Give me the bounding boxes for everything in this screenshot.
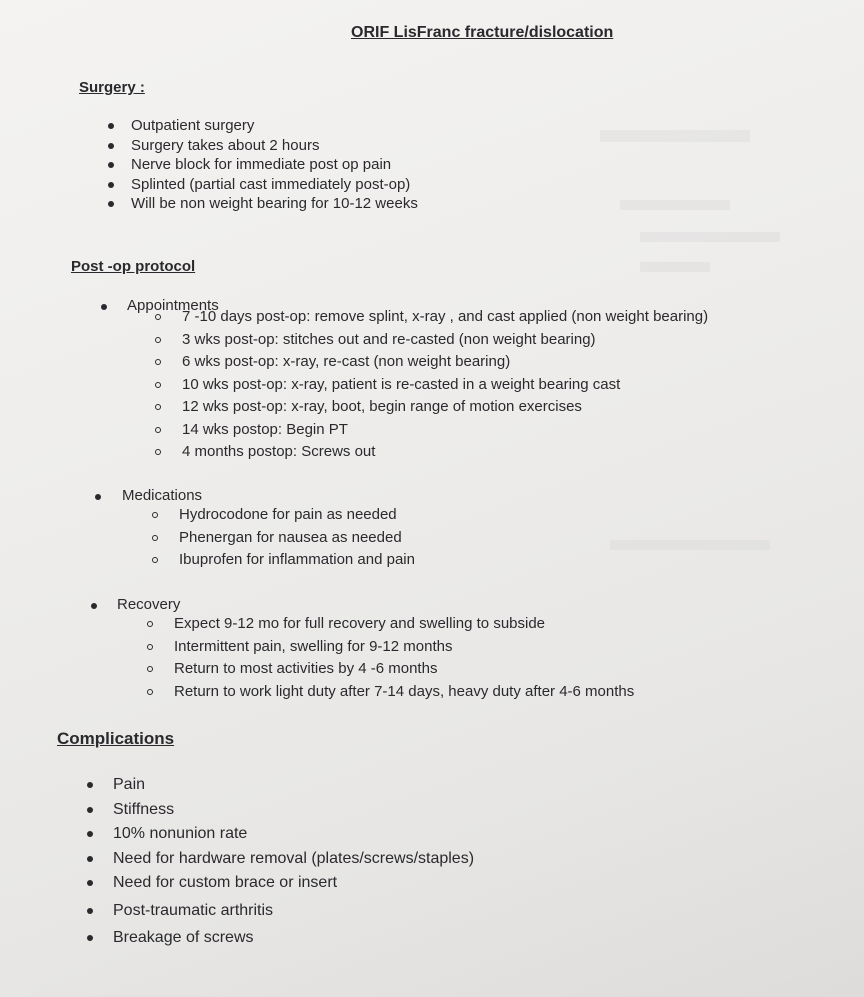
recovery-list <box>174 613 634 703</box>
bullet-icon <box>108 143 114 149</box>
bullet-icon <box>87 831 93 837</box>
bullet-icon <box>87 880 93 886</box>
list-item: Outpatient surgery <box>131 116 418 136</box>
medications-list <box>179 504 415 572</box>
list-item: Expect 9-12 mo for full recovery and swelling to subside <box>174 613 634 636</box>
bullet-icon <box>108 182 114 188</box>
circle-bullet-icon <box>152 535 158 541</box>
list-item: Nerve block for immediate post op pain <box>131 155 418 175</box>
bullet-icon <box>108 201 114 207</box>
appointments-list <box>182 306 708 464</box>
list-item: Stiffness <box>113 798 474 823</box>
circle-bullet-icon <box>155 382 161 388</box>
bullet-icon <box>91 603 97 609</box>
list-item: Need for custom brace or insert <box>113 871 474 896</box>
list-item: Phenergan for nausea as needed <box>179 527 415 550</box>
circle-bullet-icon <box>147 666 153 672</box>
bleed-through-mark <box>620 200 730 210</box>
appointments-label: Appointments <box>127 297 219 314</box>
list-item: 4 months postop: Screws out <box>182 441 708 464</box>
list-item: 6 wks post-op: x-ray, re-cast (non weight bearing) <box>182 351 708 374</box>
complications-list <box>113 773 474 951</box>
bullet-icon <box>95 494 101 500</box>
bullet-icon <box>108 123 114 129</box>
bullet-icon <box>87 782 93 788</box>
list-item: 7 -10 days post-op: remove splint, x-ray , and cast applied (non weight bearing) <box>182 306 708 329</box>
list-item: Pain <box>113 773 474 798</box>
complications-heading: Complications <box>57 729 175 748</box>
bleed-through-mark <box>640 262 710 272</box>
circle-bullet-icon <box>155 337 161 343</box>
page-title: ORIF LisFranc fracture/dislocation <box>351 24 614 41</box>
list-item: Ibuprofen for inflammation and pain <box>179 549 415 572</box>
circle-bullet-icon <box>155 359 161 365</box>
circle-bullet-icon <box>147 689 153 695</box>
list-item: 10% nonunion rate <box>113 822 474 847</box>
list-item: Return to work light duty after 7-14 days, heavy duty after 4-6 months <box>174 681 634 704</box>
circle-bullet-icon <box>147 644 153 650</box>
circle-bullet-icon <box>152 557 158 563</box>
list-item: Surgery takes about 2 hours <box>131 136 418 156</box>
list-item: 14 wks postop: Begin PT <box>182 419 708 442</box>
circle-bullet-icon <box>155 427 161 433</box>
post-op-heading: Post -op protocol <box>71 258 196 275</box>
bullet-icon <box>87 807 93 813</box>
list-item: 10 wks post-op: x-ray, patient is re-casted in a weight bearing cast <box>182 374 708 397</box>
surgery-heading: Surgery : <box>79 79 145 96</box>
bleed-through-mark <box>640 232 780 242</box>
circle-bullet-icon <box>147 621 153 627</box>
bullet-icon <box>87 856 93 862</box>
surgery-list <box>131 116 418 214</box>
bleed-through-mark <box>610 540 770 550</box>
medications-label: Medications <box>122 487 203 504</box>
list-item: Breakage of screws <box>113 926 474 951</box>
circle-bullet-icon <box>155 449 161 455</box>
list-item: Splinted (partial cast immediately post-op) <box>131 175 418 195</box>
bleed-through-mark <box>600 130 750 142</box>
circle-bullet-icon <box>155 314 161 320</box>
list-item: 3 wks post-op: stitches out and re-casted (non weight bearing) <box>182 329 708 352</box>
bullet-icon <box>87 935 93 941</box>
list-item: Hydrocodone for pain as needed <box>179 504 415 527</box>
list-item: Post-traumatic arthritis <box>113 899 474 924</box>
list-item: Need for hardware removal (plates/screws/staples) <box>113 847 474 872</box>
recovery-label: Recovery <box>117 596 181 613</box>
circle-bullet-icon <box>155 404 161 410</box>
list-item: Will be non weight bearing for 10-12 weeks <box>131 194 418 214</box>
bullet-icon <box>101 304 107 310</box>
list-item: Return to most activities by 4 -6 months <box>174 658 634 681</box>
list-item: Intermittent pain, swelling for 9-12 months <box>174 636 634 659</box>
circle-bullet-icon <box>152 512 158 518</box>
bullet-icon <box>108 162 114 168</box>
list-item: 12 wks post-op: x-ray, boot, begin range of motion exercises <box>182 396 708 419</box>
bullet-icon <box>87 908 93 914</box>
